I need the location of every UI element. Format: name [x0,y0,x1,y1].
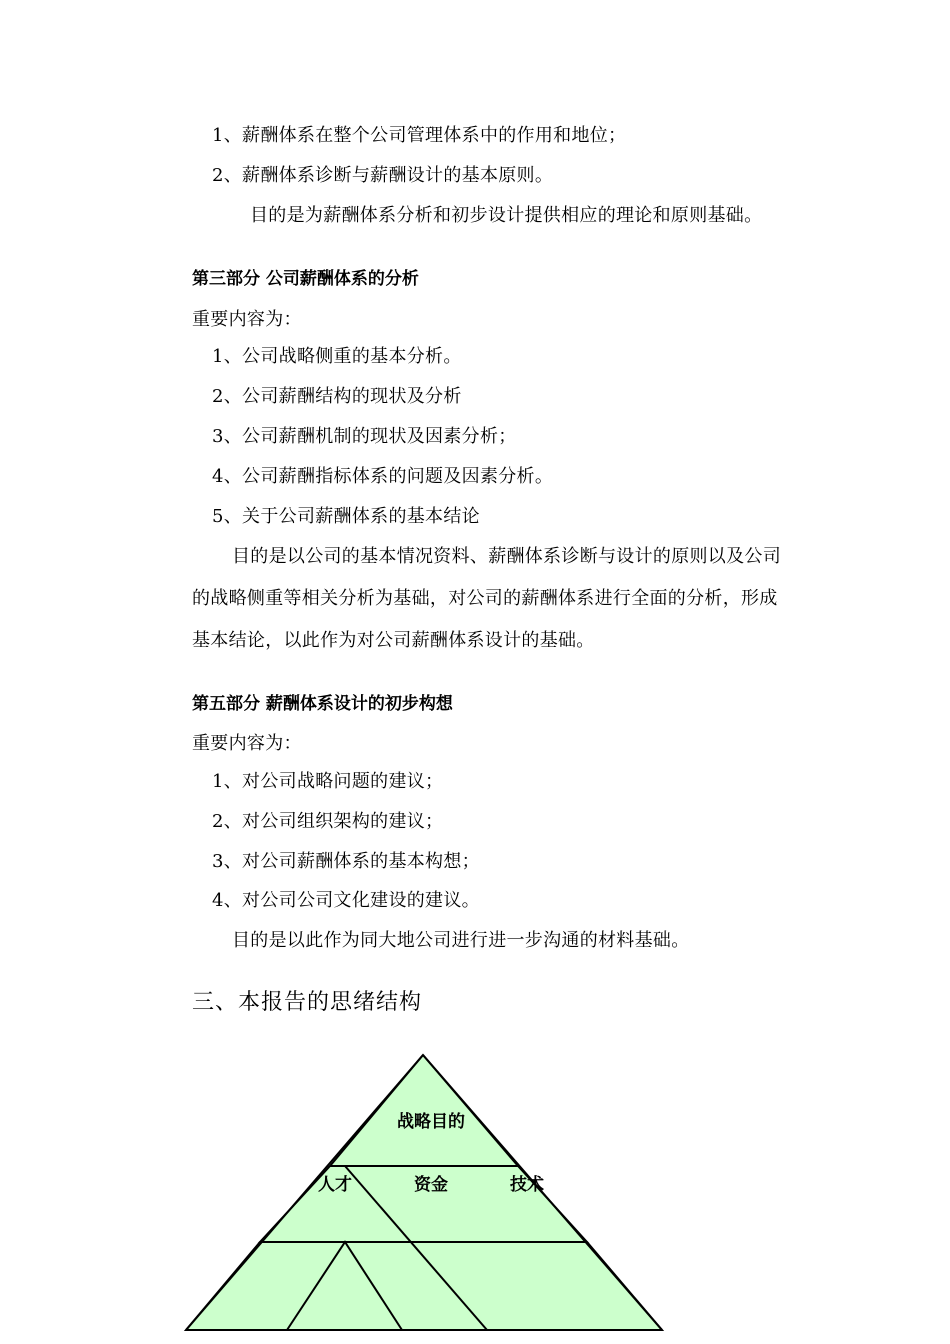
part2-item-1: 1、薪酬体系在整个公司管理体系中的作用和地位； [212,125,627,146]
part5-item-4: 4、对公司公司文化建设的建议。 [212,890,480,911]
part5-purpose: 目的是以此作为同大地公司进行进一步沟通的材料基础。 [232,930,690,951]
part3-intro: 重要内容为： [192,309,302,330]
pyramid-top-section [330,1055,518,1166]
part3-item-5: 5、关于公司薪酬体系的基本结论 [212,506,480,527]
part2-item-2: 2、薪酬体系诊断与薪酬设计的基本原则。 [212,165,554,186]
part5-item-3: 3、对公司薪酬体系的基本构想； [212,851,480,872]
part2-purpose: 目的是为薪酬体系分析和初步设计提供相应的理论和原则基础。 [250,205,763,226]
part3-item-2: 2、公司薪酬结构的现状及分析 [212,386,462,407]
part3-item-4: 4、公司薪酬指标体系的问题及因素分析。 [212,466,554,487]
pyramid-top-label: 战略目的 [397,1112,465,1132]
pyramid-label-technology: 技术 [510,1175,544,1195]
part3-item-1: 1、公司战略侧重的基本分析。 [212,346,462,367]
part3-purpose-line-3: 基本结论，以此作为对公司薪酬体系设计的基础。 [192,630,595,651]
part5-heading: 第五部分 薪酬体系设计的初步构想 [192,694,453,714]
pyramid-bottom-section [186,1242,662,1330]
pyramid-label-talent: 人才 [318,1175,352,1195]
part5-item-1: 1、对公司战略问题的建议； [212,771,444,792]
part3-purpose-line-1: 目的是以公司的基本情况资料、薪酬体系诊断与设计的原则以及公司 [232,546,781,567]
part3-item-3: 3、公司薪酬机制的现状及因素分析； [212,426,517,447]
pyramid-label-capital: 资金 [414,1175,448,1195]
part5-item-2: 2、对公司组织架构的建议； [212,811,444,832]
part3-heading: 第三部分 公司薪酬体系的分析 [192,269,419,289]
section3-title: 三、本报告的思绪结构 [192,990,423,1015]
part5-intro: 重要内容为： [192,733,302,754]
part3-purpose-line-2: 的战略侧重等相关分析为基础，对公司的薪酬体系进行全面的分析，形成 [192,588,778,609]
